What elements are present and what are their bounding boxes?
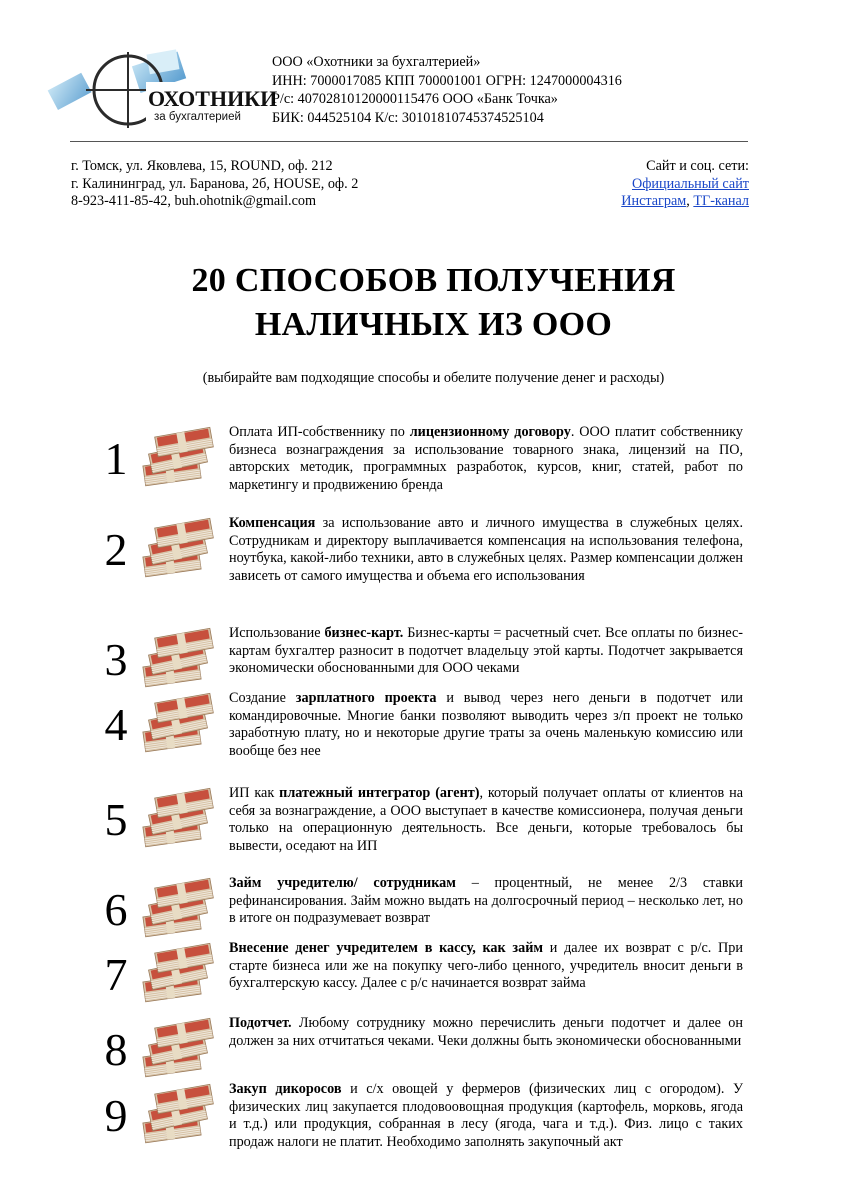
item-text-post: – процентный, не менее 2/3 ставки рефинансирования. Займ можно выдать на долгосрочный период – несколько лет, но в итоге он подразумевает возврат — [229, 875, 744, 927]
list-item — [229, 515, 743, 585]
item-number: 6 — [104, 884, 128, 935]
address-tomsk: г. Томск, ул. Яковлева, 15, ROUND, оф. 212 — [71, 158, 333, 174]
item-text-post: за использование авто и личного имущества в служебных целях. Сотрудникам и директору выплачивается компенсация на использования телефона, ноутбука, какой-либо техники, авто в служебных целях. Размер компенсации должен зависеть от самого имущества и объема его использования — [229, 515, 743, 584]
item-text-bold: зарплатного проекта — [295, 690, 437, 706]
item-text-post: , который получает оплаты от клиентов на себя за вознаграждение, а ООО выступает в качестве комиссионера, получая деньги только на операционную деятельность. Все деньги, которые требовалось бы вывести, оседают на ИП — [229, 785, 743, 854]
list-item — [229, 625, 743, 678]
page-subtitle: (выбирайте вам подходящие способы и обелите получение денег и расходы) — [202, 370, 665, 386]
item-text-pre: Создание — [229, 690, 296, 706]
item-text-bold: Закуп дикоросов — [229, 1081, 342, 1097]
phone-email: 8-923-411-85-42, buh.ohotnik@gmail.com — [71, 193, 317, 210]
item-text-bold: Подотчет. — [229, 1015, 292, 1031]
money-stack-icon — [140, 424, 216, 490]
item-number: 5 — [104, 794, 128, 845]
money-stack-icon — [140, 1015, 216, 1081]
item-text-post: и с/х овощей у фермеров (физических лиц с огородом). У физических лиц закупается плодовоовощная продукция (картофель, морковь, ягода и т.д.) или продукция, собранная в лесу (ягода, чага и т.д.). Физ. лицо с таких продаж налоги не платит. Необходимо заполнять закупочный акт — [229, 1081, 743, 1150]
list-item — [229, 1015, 743, 1050]
title-line-1: 20 СПОСОБОВ ПОЛУЧЕНИЯ — [191, 262, 676, 299]
item-text-pre: Оплата ИП-собственнику по — [229, 424, 410, 440]
list-item — [229, 785, 743, 855]
instagram-link[interactable]: Инстаграм — [621, 193, 687, 210]
company-logo — [50, 50, 278, 128]
links-title: Сайт и соц. сети: — [646, 158, 749, 174]
telegram-link[interactable]: ТГ-канал — [693, 193, 749, 210]
item-text-bold: Займ учредителю/ сотрудникам — [229, 875, 456, 891]
item-number: 4 — [104, 699, 128, 750]
list-item — [229, 1081, 743, 1151]
company-account: Р/с: 40702810120000115476 ООО «Банк Точка» — [272, 91, 558, 108]
item-text-pre: Использование — [229, 625, 325, 641]
item-text-bold: платежный интегратор (агент) — [279, 785, 480, 801]
item-text-pre: ИП как — [229, 785, 280, 801]
item-text-post: и вывод через него деньги в подотчет или командировочные. Многие банки позволяют выводить через з/п проект не только заработную плату, но и некоторые другие траты за очень маленькую комиссию или вообще без нее — [229, 690, 743, 759]
title-line-2: НАЛИЧНЫХ ИЗ ООО — [254, 306, 613, 343]
item-number: 1 — [104, 433, 128, 484]
company-name: ООО «Охотники за бухгалтерией» — [272, 54, 481, 70]
address-kaliningrad: г. Калининград, ул. Баранова, 2б, HOUSE, оф. 2 — [71, 175, 359, 192]
company-tax-ids: ИНН: 7000017085 КПП 700001001 ОГРН: 1247000004316 — [272, 72, 622, 89]
item-text-post: Бизнес-карты = расчетный счет. Все оплаты по бизнес-картам бухгалтер разносит в подотчет владельцу этой карты. Подотчет закрывается экономически обоснованными для ООО чеками — [229, 625, 743, 677]
item-text-post: . ООО платит собственнику бизнеса вознаграждения за использование товарного знака, лицензий на ПО, авторских методик, программных разработок, курсов, книг, статей, работ по маркетингу и продвижению бренда — [229, 424, 743, 493]
item-text-bold: Компенсация — [229, 515, 316, 531]
company-bank-ids: БИК: 044525104 К/с: 30101810745374525104 — [272, 109, 544, 126]
logo-text-main: ОХОТНИКИ — [148, 86, 278, 111]
list-item — [229, 940, 743, 993]
item-number: 9 — [104, 1090, 128, 1141]
item-text-bold: бизнес-карт. — [324, 625, 404, 641]
list-item — [229, 424, 743, 494]
item-number: 3 — [104, 634, 128, 685]
item-number: 8 — [104, 1024, 128, 1075]
contact-addresses — [71, 158, 358, 211]
money-stack-icon — [140, 875, 216, 941]
list-item — [229, 875, 743, 928]
list-item — [229, 690, 743, 760]
social-links — [621, 158, 749, 211]
item-text-bold: лицензионному договору — [409, 424, 571, 440]
official-site-link[interactable]: Официальный сайт — [631, 175, 749, 192]
money-stack-icon — [140, 940, 216, 1006]
money-stack-icon — [140, 785, 216, 851]
money-stack-icon — [140, 690, 216, 756]
item-number: 7 — [104, 949, 128, 1000]
logo-text-sub: за бухгалтерией — [154, 111, 241, 123]
header-divider — [70, 141, 748, 142]
page-title — [0, 259, 867, 347]
money-stack-icon — [140, 625, 216, 691]
item-number: 2 — [104, 524, 128, 575]
money-stack-icon — [140, 515, 216, 581]
item-text-post: Любому сотруднику можно перечислить деньги подотчет и далее он должен за них отчитаться чеками. Чеки должны быть экономически обоснованными — [229, 1015, 743, 1049]
item-text-post: и далее их возврат с р/с. При старте бизнеса или же на покупку чего-либо ценного, учредитель вносит деньги в бухгалтерскую кассу. Далее с р/с начинается возврат займа — [229, 940, 743, 992]
company-details — [272, 53, 622, 127]
item-text-bold: Внесение денег учредителем в кассу, как займ — [229, 940, 544, 956]
money-stack-icon — [140, 1081, 216, 1147]
link-separator: , — [686, 193, 694, 210]
